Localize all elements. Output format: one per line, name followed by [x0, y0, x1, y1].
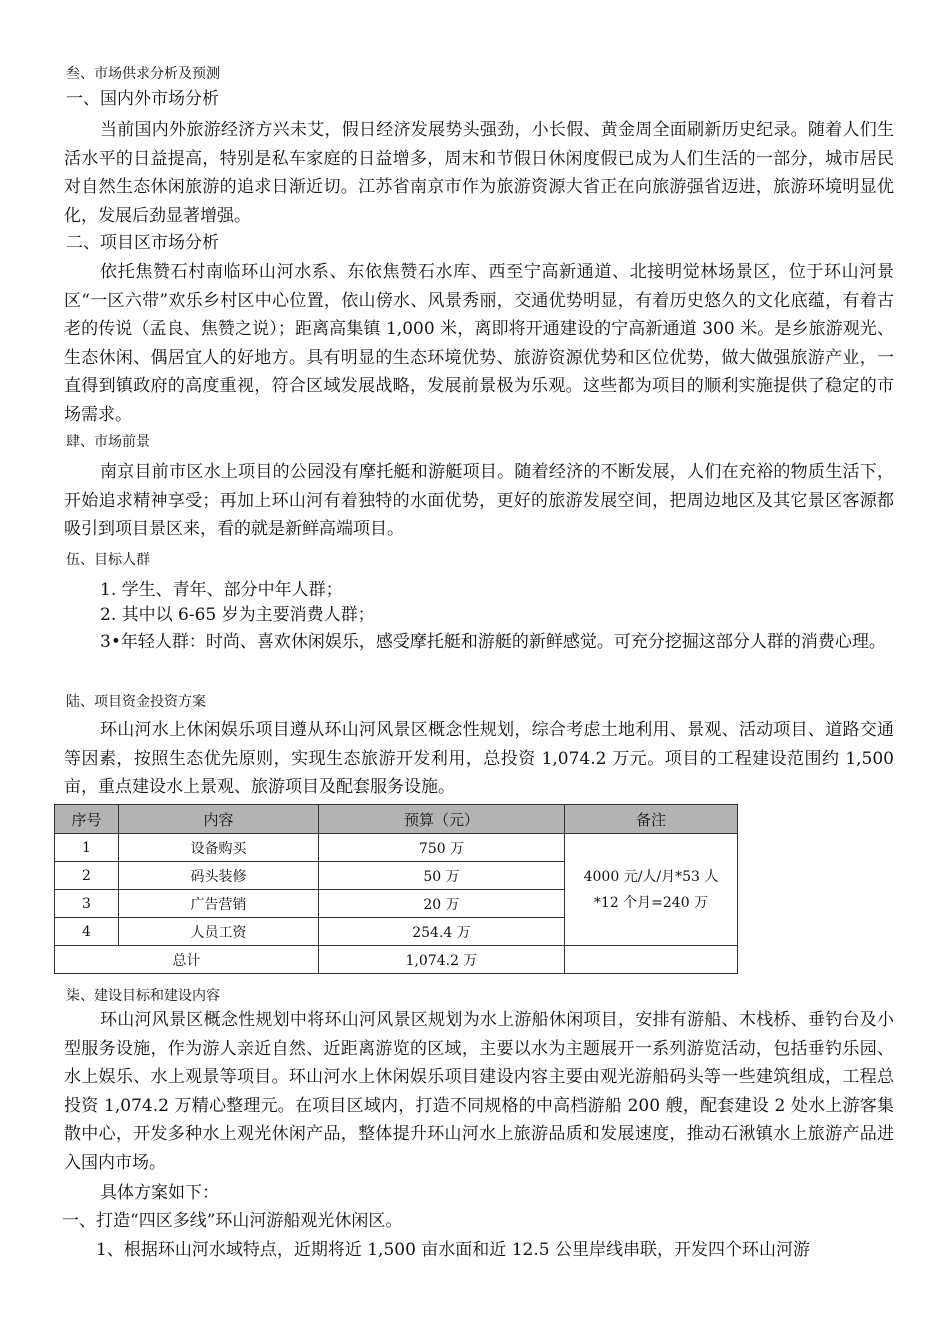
budget-table: [54, 804, 738, 974]
header-no: 序号: [55, 805, 119, 834]
cell-total-amount: 1,074.2 万: [319, 946, 565, 974]
section-heading-market-prospect: 肆、市场前景: [66, 434, 150, 450]
header-note: 备注: [565, 805, 738, 834]
paragraph-domestic-market: 当前国内外旅游经济方兴未艾，假日经济发展势头强劲，小长假、黄金周全面刷新历史纪录。随着人们生活水平的日益提高，特别是私车家庭的日益增多，周末和节假日休闲度假已成为人们生活的一部分，城市居民对自然生态休闲旅游的追求日渐近切。江苏省南京市作为旅游资源大省正在向旅游强省迈进，旅游环境明显优化，发展后劲显著增强。: [64, 120, 894, 226]
cell-amount: 20 万: [319, 890, 565, 918]
subheading-domestic-market: 一、国内外市场分析: [66, 89, 219, 109]
cell-amount: 50 万: [319, 862, 565, 890]
cell-no: 2: [55, 862, 119, 890]
cell-item: 码头装修: [119, 862, 319, 890]
target-group-item-1: 1. 学生、青年、部分中年人群；: [100, 580, 343, 600]
header-amount: 预算（元）: [319, 805, 565, 834]
target-group-item-2: 2. 其中以 6-65 岁为主要消费人群；: [100, 605, 375, 625]
cell-item: 人员工资: [119, 918, 319, 946]
cell-item: 设备购买: [119, 834, 319, 862]
cell-no: 4: [55, 918, 119, 946]
cell-total-label: 总计: [55, 946, 319, 974]
target-group-item-3: 3•年轻人群：时尚、喜欢休闲娱乐，感受摩托艇和游艇的新鲜感觉。可充分挖掘这部分人群的消费心理。: [100, 632, 886, 652]
section-heading-target-group: 伍、目标人群: [66, 552, 150, 568]
plan-intro: 具体方案如下：: [100, 1183, 219, 1203]
cell-no: 3: [55, 890, 119, 918]
section-heading-market-analysis: 叁、市场供求分析及预测: [66, 66, 220, 82]
table-total-row: [55, 946, 738, 974]
header-item: 内容: [119, 805, 319, 834]
budget-table-header-row: [55, 805, 738, 834]
plan-item-1: 1、根据环山河水域特点，近期将近 1,500 亩水面和近 12.5 公里岸线串联，开发四个环山河游: [96, 1240, 810, 1260]
paragraph-investment-plan: 环山河水上休闲娱乐项目遵从环山河风景区概念性规划，综合考虑土地利用、景观、活动项目、道路交通等因素，按照生态优先原则，实现生态旅游开发利用，总投资 1,074.2 万元。项目的工程建设范围约 1,500 亩，重点建设水上景观、旅游项目及配套服务设施。: [64, 720, 894, 797]
paragraph-market-prospect: 南京目前市区水上项目的公园没有摩托艇和游艇项目。随着经济的不断发展，人们在充裕的物质生活下，开始追求精神享受；再加上环山河有着独特的水面优势，更好的旅游发展空间，把周边地区及其它景区客源都吸引到项目景区来，看的就是新鲜高端项目。: [64, 462, 894, 539]
cell-note: [565, 834, 738, 946]
paragraph-project-area: 依托焦赞石村南临环山河水系、东依焦赞石水库、西至宁高新通道、北接明觉林场景区，位于环山河景区“一区六带”欢乐乡村区中心位置，依山傍水、风景秀丽，交通优势明显，有着历史悠久的文化底蕴，有着古老的传说（孟良、焦赞之说）；距离高集镇 1,000 米，离即将开通建设的宁高新通道 300 米。是乡旅游观光、生态休闲、偶居宜人的好地方。具有明显的生态环境优势、旅游资源优势和区位优势，做大做强旅游产业，一直得到镇政府的高度重视，符合区域发展战略，发展前景极为乐观。这些都为项目的顺利实施提供了稳定的市场需求。: [64, 262, 894, 425]
cell-no: 1: [55, 834, 119, 862]
cell-amount: 750 万: [319, 834, 565, 862]
cell-total-note: [565, 946, 738, 974]
note-line-1: 4000 元/人/月*53 人: [583, 868, 719, 885]
subheading-four-zones: 一、打造“四区多线”环山河游船观光休闲区。: [62, 1211, 403, 1231]
section-heading-construction: 柒、建设目标和建设内容: [66, 988, 220, 1004]
section-heading-investment-plan: 陆、项目资金投资方案: [66, 694, 206, 710]
table-row: [55, 834, 738, 862]
paragraph-construction: 环山河风景区概念性规划中将环山河风景区规划为水上游船休闲项目，安排有游船、木栈桥、垂钓台及小型服务设施，作为游人亲近自然、近距离游览的区域，主要以水为主题展开一系列游览活动，包括垂钓乐园、水上娱乐、水上观景等项目。环山河水上休闲娱乐项目建设内容主要由观光游船码头等一些建筑组成，工程总投资 1,074.2 万精心整理元。在项目区域内，打造不同规格的中高档游船 200 艘，配套建设 2 处水上游客集散中心，开发多种水上观光休闲产品，整体提升环山河水上旅游品质和发展速度，推动石湫镇水上旅游产品进入国内市场。: [64, 1010, 894, 1173]
subheading-project-area-market: 二、项目区市场分析: [66, 233, 219, 253]
cell-amount: 254.4 万: [319, 918, 565, 946]
cell-item: 广告营销: [119, 890, 319, 918]
note-line-2: *12 个月=240 万: [593, 894, 709, 911]
